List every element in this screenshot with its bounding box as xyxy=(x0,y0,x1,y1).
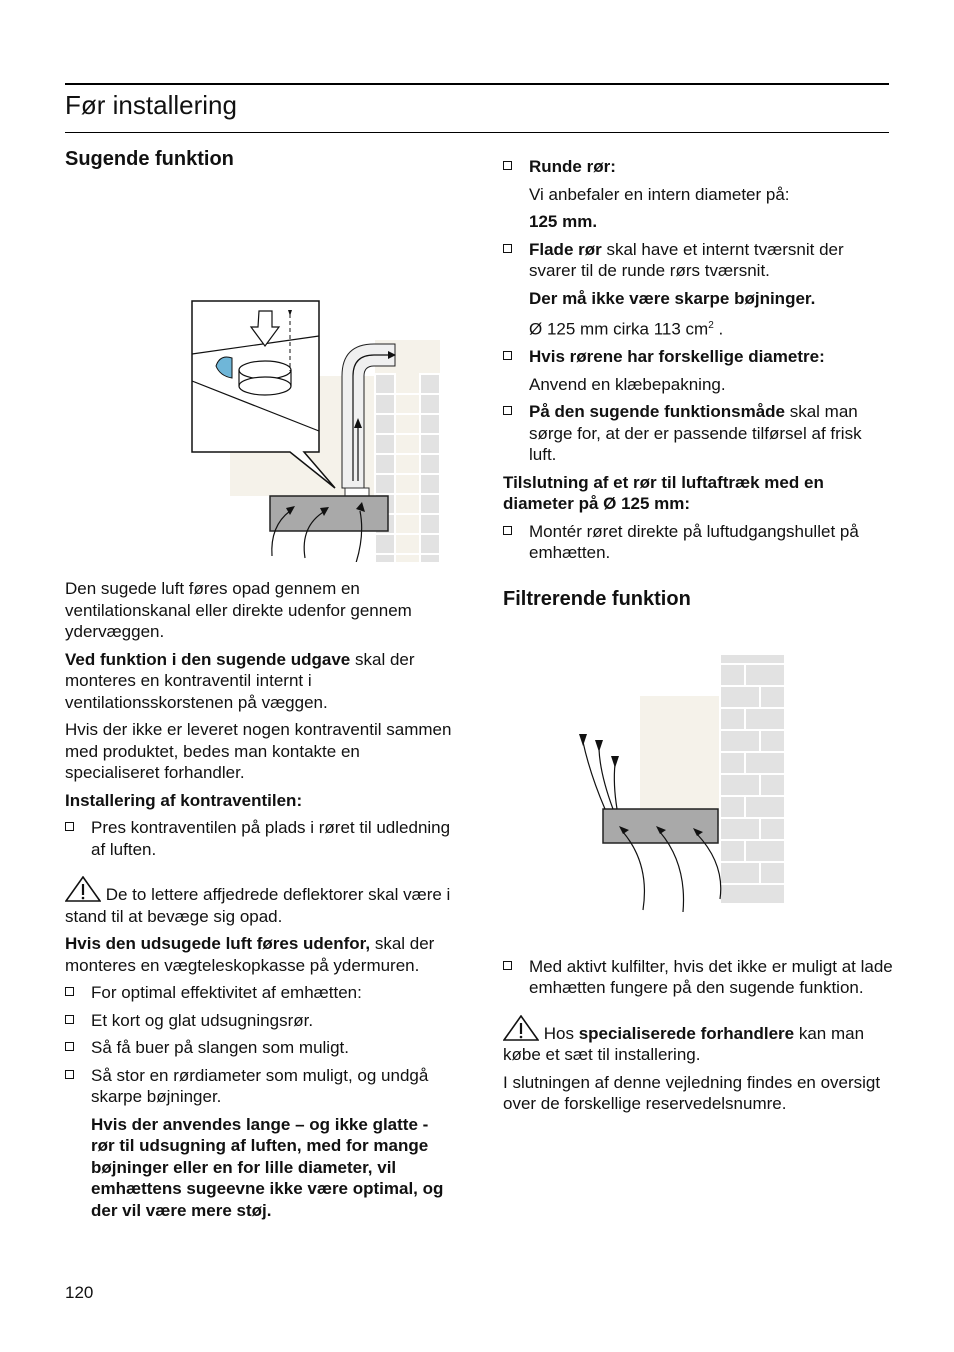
checkbox-bullet-icon xyxy=(503,406,512,415)
checkbox-bullet-icon xyxy=(65,1042,74,1051)
checkbox-bullet-icon xyxy=(65,987,74,996)
list-item-round-pipes: Runde rør: xyxy=(503,156,893,178)
paragraph-valve-install-heading: Installering af kontraventilen: xyxy=(65,790,303,810)
wall-shade xyxy=(640,696,720,826)
page-number: 120 xyxy=(65,1283,94,1302)
warning-dealers: Hos specialiserede forhandlere kan man købe et sæt til installering. xyxy=(503,1015,893,1066)
paragraph-spare-parts: I slutningen af denne vejledning findes en oversigt over de forskellige reservedelsnumre. xyxy=(503,1072,881,1114)
warning-triangle-icon xyxy=(503,1015,539,1041)
paragraph-suction-valve: Ved funktion i den sugende udgave skal der monteres en kontraventil internt i ventilationsskorstenen på væggen. xyxy=(65,649,415,712)
list-item-flat-pipes: Flade rør skal have et internt tværsnit der svarer til de runde rørs tværsnit. xyxy=(503,239,893,282)
checkbox-bullet-icon xyxy=(503,526,512,535)
list-item: Et kort og glat udsugningsrør. xyxy=(65,1010,455,1032)
brick-wall xyxy=(720,654,785,904)
list-item-fresh-air: På den sugende funktionsmåde skal man sørge for, at der er passende tilførsel af frisk luft. xyxy=(503,401,893,466)
paragraph-suction-intro: Den sugede luft føres opad gennem en ventilationskanal eller direkte udenfor gennem ydervæggen. xyxy=(65,579,412,641)
paragraph-pipe-connection: Tilslutning af et rør til luftaftræk med en diameter på Ø 125 mm: xyxy=(503,472,824,514)
list-item: Så stor en rørdiameter som muligt, og undgå skarpe bøjninger. xyxy=(65,1065,455,1108)
paragraph-outside-exhaust: Hvis den udsugede luft føres udenfor, skal der monteres en vægteleskopkasse på ydermuren. xyxy=(65,934,435,975)
section-heading-suction: Sugende funktion xyxy=(65,148,234,170)
round-pipes-recommendation: Vi anbefaler en intern diameter på: xyxy=(529,184,790,204)
check-valve xyxy=(239,361,291,379)
suction-diagram xyxy=(120,226,450,562)
section-heading-filter: Filtrerende funktion xyxy=(503,587,691,610)
left-column xyxy=(65,146,455,1227)
flat-pipes-area: Ø 125 mm cirka 113 $cm^2$ . xyxy=(529,319,724,339)
checkbox-bullet-icon xyxy=(503,961,512,970)
checkbox-bullet-icon xyxy=(503,351,512,360)
flat-pipes-warning: Der må ikke være skarpe bøjninger. xyxy=(529,288,816,308)
checkbox-bullet-icon xyxy=(65,1070,74,1079)
list-item-different-diameters: Hvis rørene har forskellige diametre: xyxy=(503,346,893,368)
right-column xyxy=(503,156,893,1121)
page-title: Før installering xyxy=(65,90,237,120)
filter-diagram xyxy=(565,654,865,924)
list-item: Montér røret direkte på luftudgangshullet på emhætten. xyxy=(503,521,893,564)
checkbox-bullet-icon xyxy=(65,822,74,831)
warning-deflectors: De to lettere affjedrede deflektorer skal være i stand til at bevæge sig opad. xyxy=(65,876,455,927)
warning-triangle-icon xyxy=(65,876,101,902)
list-item: For optimal effektivitet af emhætten: xyxy=(65,982,455,1004)
checkbox-bullet-icon xyxy=(65,1015,74,1024)
different-diameters-advice: Anvend en klæbepakning. xyxy=(529,374,726,394)
list-item: Pres kontraventilen på plads i røret til udledning af luften. xyxy=(65,817,455,860)
paragraph-long-pipes-note: Hvis der anvendes lange – og ikke glatte - rør til udsugning af luften, med for mange bøjninger eller en for lille diameter, vil emhættens sugeevne ikke være optimal, og der vil være mere støj. xyxy=(91,1114,444,1220)
top-rule xyxy=(65,83,889,85)
title-rule xyxy=(65,132,889,133)
checkbox-bullet-icon xyxy=(503,161,512,170)
list-item: Så få buer på slangen som muligt. xyxy=(65,1037,455,1059)
checkbox-bullet-icon xyxy=(503,244,512,253)
list-item: Med aktivt kulfilter, hvis det ikke er muligt at lade emhætten fungere på den sugende funktion. xyxy=(503,956,893,999)
paragraph-no-valve: Hvis der ikke er leveret nogen kontraventil sammen med produktet, bedes man kontakte en specialiseret forhandler. xyxy=(65,720,452,782)
round-pipes-diameter: 125 mm. xyxy=(529,212,598,231)
